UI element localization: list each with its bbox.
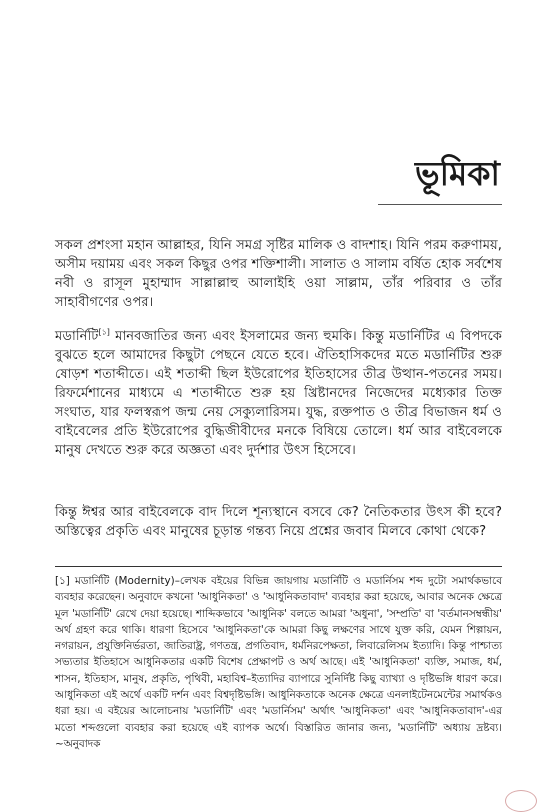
chapter-heading: ভূমিকা [414,154,500,193]
paragraph-modernity-text: মানবজাতির জন্য এবং ইসলামের জন্য হুমকি। কিন্তু মডার্নিটির এ বিপদকে বুঝতে হলে আমাদের কিছুটা পেছনে যেতে হবে। ঐতিহাসিকদের মতে মডার্নিটির শুরু ষোড়শ শতাব্দীতে। এই শতাব্দী ছিল ইউরোপের ইতিহাসের তীব্র উত্থান-পতনের সময়। রিফর্মেশানের মাধ্যমে এ শতাব্দীতে শুরু হয় খ্রিষ্টানদের নিজেদের মধ্যেকার তিক্ত সংঘাত, যার ফলস্বরূপ জন্ম নেয় সেক্যুলারিসম। যুদ্ধ, রক্তপাত ও তীব্র বিভাজন ধর্ম ও বাইবেলের প্রতি ইউরোপের বুদ্ধিজীবীদের মনকে বিষিয়ে তোলে। ধর্ম আর বাইবেলকে মানুষ দেখতে শুরু করে অজ্ঞতা এবং দুর্দশার উৎস হিসেবে। [55,329,502,458]
heading-underline [378,204,502,205]
footnote-text: [১] মডার্নিটি (Modernity)–লেখক বইয়ের বিভিন্ন জায়গায় মডার্নিটি ও মডার্নিসম শব্দ দুটো সমার্থকভাবে ব্যবহার করেছেন। অনুবাদে কখনো 'আধুনিকতা' ও 'আধুনিকতাবাদ' ব্যবহার করা হয়েছে, আবার অনেক ক্ষেত্রে মূল 'মডার্নিটি' রেখে দেয়া হয়েছে। শাব্দিকভাবে 'আধুনিক' বলতে আমরা 'অধুনা', 'সম্প্রতি' বা 'বর্তমানসম্বন্ধীয়' অর্থ গ্রহণ করে থাকি। ধারণা হিসেবে 'আধুনিকতা'কে আমরা কিছু লক্ষণের সাথে যুক্ত করি, যেমন শিল্পায়ন, নগরায়ন, প্রযুক্তিনির্ভরতা, জাতিরাষ্ট্র, গণতন্ত্র, প্রগতিবাদ, ধর্মনিরপেক্ষতা, লিবারেলিসম ইত্যাদি। কিন্তু পাশ্চাত্য সভ্যতার ইতিহাসে আধুনিকতার একটি বিশেষ প্রেক্ষাপট ও অর্থ আছে। এই 'আধুনিকতা' ব্যক্তি, সমাজ, ধর্ম, শাসন, ইতিহাস, মানুষ, প্রকৃতি, পৃথিবী, মহাবিশ্ব–ইত্যাদির ব্যাপারে সুনির্দিষ্ট কিছু ব্যাখ্যা ও দৃষ্টিভঙ্গি ধারণ করে। আধুনিকতা এই অর্থে একটি দর্শন এবং বিশ্বদৃষ্টিভঙ্গি। আধুনিকতাকে অনেক ক্ষেত্রে এনলাইটেনমেন্টের সমার্থকও ধরা হয়। এ বইয়ের আলোচনায় 'মডার্নিটি' এবং 'মডার্নিসম' অর্থাৎ 'আধুনিকতা' এবং 'আধুনিকতাবাদ'-এর মতো শব্দগুলো ব্যবহার করা হয়েছে এই ব্যাপক অর্থে। বিস্তারিত জানার জন্য, 'মডার্নিটি' অধ্যায় দ্রষ্টব্য। ~অনুবাদক [55,575,502,750]
page-corner-ornament [505,790,537,812]
footnote-reference[interactable]: [১] [98,327,110,337]
paragraph-lead-word: মডার্নিটি [55,329,99,344]
paragraph-questions: কিন্তু ঈশ্বর আর বাইবেলকে বাদ দিলে শূন্যস্থানে বসবে কে? নৈতিকতার উৎস কী হবে? অস্তিত্বের প্রকৃতি এবং মানুষের চূড়ান্ত গন্তব্য নিয়ে প্রশ্নের জবাব মিলবে কোথা থেকে? [55,505,502,539]
paragraph-modernity [55,327,502,460]
paragraph-praise: সকল প্রশংসা মহান আল্লাহর, যিনি সমগ্র সৃষ্টির মালিক ও বাদশাহ। যিনি পরম করুণাময়, অসীম দয়াময় এবং সকল কিছুর ওপর শক্তিশালী। সালাত ও সালাম বর্ষিত হোক সর্বশেষ নবী ও রাসূল মুহাম্মাদ সাল্লাল্লাহু আলাইহি ওয়া সাল্লাম, তাঁর পরিবার ও তাঁর সাহাবীগণের ওপর। [55,238,502,310]
footnote-divider [55,566,502,567]
